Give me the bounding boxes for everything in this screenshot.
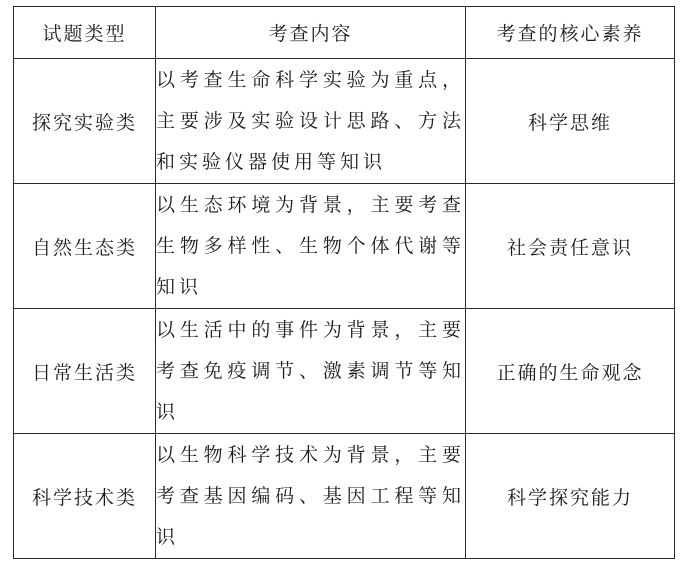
question-type-cell: 日常生活类 [14,309,156,434]
table-row [14,309,675,434]
content-cell: 以生物科学技术为背景，主要考查基因编码、基因工程等知识 [156,434,466,559]
core-literacy-cell: 正确的生命观念 [466,309,675,434]
table-row [14,184,675,309]
content-cell: 以生活中的事件为背景，主要考查免疫调节、激素调节等知识 [156,309,466,434]
core-literacy-cell: 科学探究能力 [466,434,675,559]
header-question-type: 试题类型 [14,7,156,59]
table-row [14,59,675,184]
header-content: 考查内容 [156,7,466,59]
question-type-cell: 探究实验类 [14,59,156,184]
question-type-cell: 科学技术类 [14,434,156,559]
table-header-row [14,7,675,59]
exam-types-table [13,6,675,559]
question-type-cell: 自然生态类 [14,184,156,309]
content-cell: 以生态环境为背景，主要考查生物多样性、生物个体代谢等知识 [156,184,466,309]
core-literacy-cell: 社会责任意识 [466,184,675,309]
table-row [14,434,675,559]
core-literacy-cell: 科学思维 [466,59,675,184]
content-cell: 以考查生命科学实验为重点，主要涉及实验设计思路、方法和实验仪器使用等知识 [156,59,466,184]
header-core-literacy: 考查的核心素养 [466,7,675,59]
